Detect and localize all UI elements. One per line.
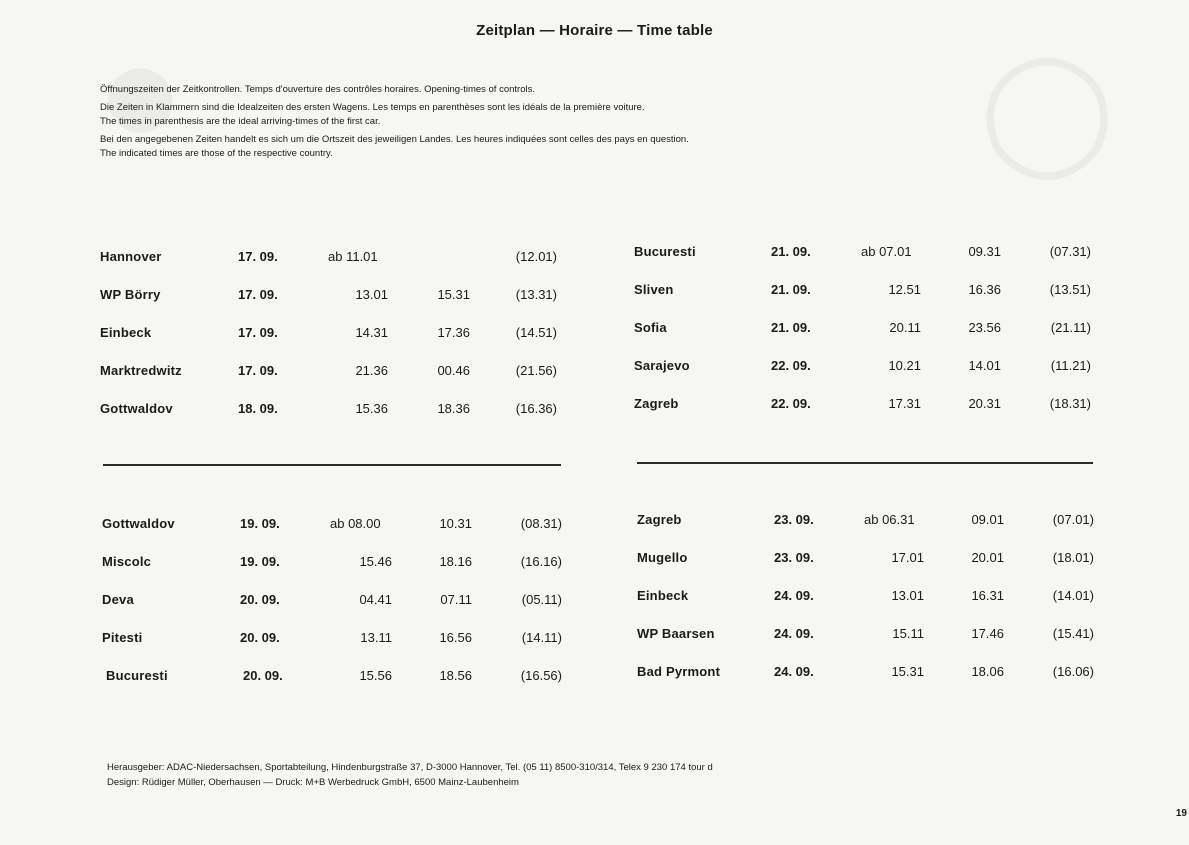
ideal-time: (07.01) xyxy=(1052,512,1094,527)
date: 22. 09. xyxy=(771,358,811,373)
place-name: Bad Pyrmont xyxy=(637,664,721,679)
ideal-time: (08.31) xyxy=(520,516,562,531)
place-name: Sofia xyxy=(634,320,667,335)
close-time: 17.36 xyxy=(437,325,470,340)
date: 17. 09. xyxy=(238,325,278,340)
date: 20. 09. xyxy=(240,630,280,645)
open-time: ab 11.01 xyxy=(328,249,378,264)
open-time: ab 06.31 xyxy=(864,512,915,527)
close-time: 16.36 xyxy=(968,282,1001,297)
close-time: 07.11 xyxy=(440,592,472,607)
ideal-time: (15.41) xyxy=(1052,626,1094,641)
divider-right xyxy=(637,462,1093,464)
imprint xyxy=(107,760,713,790)
table-row xyxy=(100,363,570,383)
close-time: 17.46 xyxy=(971,626,1004,641)
timetable-block-right-top xyxy=(634,242,1104,422)
ideal-time: (21.11) xyxy=(1050,320,1091,335)
table-row xyxy=(634,320,1104,340)
intro-line: Öffnungszeiten der Zeitkontrollen. Temps d'ouverture des contrôles horaires. Opening-times of controls. xyxy=(100,84,535,95)
open-time: ab 07.01 xyxy=(861,244,912,259)
intro-line: The indicated times are those of the respective country. xyxy=(100,147,333,159)
close-time: 16.56 xyxy=(439,630,472,645)
intro-line: The times in parenthesis are the ideal arriving-times of the first car. xyxy=(100,115,381,127)
close-time: 10.31 xyxy=(439,516,472,531)
date: 21. 09. xyxy=(771,244,811,259)
close-time: 20.31 xyxy=(968,396,1001,411)
ideal-time: (18.01) xyxy=(1052,550,1094,565)
intro-line: Bei den angegebenen Zeiten handelt es sich um die Ortszeit des jeweiligen Landes. Les heures indiquées sont celles des pays en question. xyxy=(100,134,689,146)
ideal-time: (16.16) xyxy=(520,554,562,569)
place-name: Gottwaldov xyxy=(102,516,175,531)
close-time: 15.31 xyxy=(437,287,470,302)
close-time: 00.46 xyxy=(437,363,470,378)
table-row xyxy=(100,325,570,345)
ideal-time: (14.51) xyxy=(515,325,557,340)
table-row xyxy=(634,358,1104,378)
place-name: Einbeck xyxy=(100,325,152,340)
publisher-line: Herausgeber: ADAC-Niedersachsen, Sportabteilung, Hindenburgstraße 37, D-3000 Hannover, Tel. (05 11) 8500-310/314, Telex 9 230 174 tour d xyxy=(107,762,713,773)
ideal-time: (14.11) xyxy=(521,630,562,645)
ideal-time: (16.36) xyxy=(515,401,557,416)
ideal-time: (16.06) xyxy=(1052,664,1094,679)
table-row xyxy=(637,588,1107,608)
place-name: WP Baarsen xyxy=(637,626,715,641)
table-row xyxy=(100,287,570,307)
ideal-time: (18.31) xyxy=(1049,396,1091,411)
place-name: Marktredwitz xyxy=(100,363,182,378)
date: 17. 09. xyxy=(238,249,278,264)
place-name: Einbeck xyxy=(637,588,689,603)
ideal-time: (11.21) xyxy=(1050,358,1091,373)
date: 23. 09. xyxy=(774,550,814,565)
open-time: 04.41 xyxy=(359,592,392,607)
place-name: Bucuresti xyxy=(634,244,696,259)
page-title: Zeitplan — Horaire — Time table xyxy=(476,22,713,39)
open-time: 15.31 xyxy=(891,664,924,679)
place-name: Mugello xyxy=(637,550,688,565)
page-number: 19 xyxy=(1175,808,1187,819)
date: 24. 09. xyxy=(774,588,814,603)
place-name: WP Börry xyxy=(100,287,161,302)
table-row xyxy=(634,396,1104,416)
place-name: Gottwaldov xyxy=(100,401,173,416)
show-through-shape xyxy=(980,40,1114,179)
timetable-block-right-bottom xyxy=(637,510,1107,690)
close-time: 18.16 xyxy=(439,554,472,569)
open-time: 12.51 xyxy=(888,282,921,297)
open-time: 15.36 xyxy=(355,401,388,416)
place-name: Zagreb xyxy=(637,512,682,527)
table-row xyxy=(102,554,572,574)
close-time: 18.06 xyxy=(971,664,1004,679)
place-name: Sarajevo xyxy=(634,358,690,373)
date: 19. 09. xyxy=(240,554,280,569)
ideal-time: (16.56) xyxy=(520,668,562,683)
place-name: Bucuresti xyxy=(106,668,168,683)
ideal-time: (05.11) xyxy=(521,592,562,607)
open-time: 15.46 xyxy=(359,554,392,569)
open-time: 13.01 xyxy=(891,588,924,603)
open-time: 20.11 xyxy=(889,320,921,335)
table-row xyxy=(637,664,1107,684)
place-name: Hannover xyxy=(100,249,162,264)
date: 24. 09. xyxy=(774,664,814,679)
close-time: 09.31 xyxy=(968,244,1001,259)
timetable-block-left-top xyxy=(100,247,570,427)
date: 24. 09. xyxy=(774,626,814,641)
date: 20. 09. xyxy=(240,592,280,607)
date: 21. 09. xyxy=(771,282,811,297)
table-row xyxy=(102,516,572,536)
timetable-block-left-bottom xyxy=(102,514,572,694)
date: 20. 09. xyxy=(243,668,283,683)
table-row xyxy=(102,668,572,688)
close-time: 20.01 xyxy=(971,550,1004,565)
open-time: 13.11 xyxy=(360,630,392,645)
open-time: 15.11 xyxy=(892,626,924,641)
table-row xyxy=(634,282,1104,302)
open-time: 21.36 xyxy=(355,363,388,378)
intro-paragraph xyxy=(100,133,980,160)
date: 21. 09. xyxy=(771,320,811,335)
open-time: 13.01 xyxy=(355,287,388,302)
date: 17. 09. xyxy=(238,287,278,302)
table-row xyxy=(102,630,572,650)
close-time: 18.56 xyxy=(439,668,472,683)
ideal-time: (07.31) xyxy=(1049,244,1091,259)
table-row xyxy=(637,626,1107,646)
open-time: ab 08.00 xyxy=(330,516,381,531)
date: 19. 09. xyxy=(240,516,280,531)
place-name: Zagreb xyxy=(634,396,679,411)
place-name: Pitesti xyxy=(102,630,143,645)
place-name: Miscolc xyxy=(102,554,152,569)
date: 22. 09. xyxy=(771,396,811,411)
open-time: 15.56 xyxy=(359,668,392,683)
table-row xyxy=(637,550,1107,570)
table-row xyxy=(102,592,572,612)
ideal-time: (21.56) xyxy=(515,363,557,378)
open-time: 17.01 xyxy=(891,550,924,565)
ideal-time: (12.01) xyxy=(515,249,557,264)
close-time: 18.36 xyxy=(437,401,470,416)
intro-paragraph xyxy=(100,101,980,128)
intro-line: Die Zeiten in Klammern sind die Idealzeiten des ersten Wagens. Les temps en parenthèses sont les idéals de la première voiture. xyxy=(100,102,645,114)
open-time: 14.31 xyxy=(355,325,388,340)
close-time: 09.01 xyxy=(971,512,1004,527)
date: 23. 09. xyxy=(774,512,814,527)
intro-text xyxy=(100,83,980,165)
table-row xyxy=(100,249,570,269)
table-row xyxy=(634,244,1104,264)
close-time: 16.31 xyxy=(971,588,1004,603)
close-time: 23.56 xyxy=(968,320,1001,335)
open-time: 17.31 xyxy=(888,396,921,411)
intro-paragraph xyxy=(100,83,980,96)
place-name: Sliven xyxy=(634,282,674,297)
design-print-line: Design: Rüdiger Müller, Oberhausen — Druck: M+B Werbedruck GmbH, 6500 Mainz-Laubenheim xyxy=(107,777,519,788)
place-name: Deva xyxy=(102,592,134,607)
date: 17. 09. xyxy=(238,363,278,378)
date: 18. 09. xyxy=(238,401,278,416)
table-row xyxy=(100,401,570,421)
ideal-time: (13.31) xyxy=(515,287,557,302)
ideal-time: (14.01) xyxy=(1052,588,1094,603)
table-row xyxy=(637,512,1107,532)
close-time: 14.01 xyxy=(968,358,1001,373)
divider-left xyxy=(103,464,561,466)
open-time: 10.21 xyxy=(888,358,921,373)
ideal-time: (13.51) xyxy=(1049,282,1091,297)
